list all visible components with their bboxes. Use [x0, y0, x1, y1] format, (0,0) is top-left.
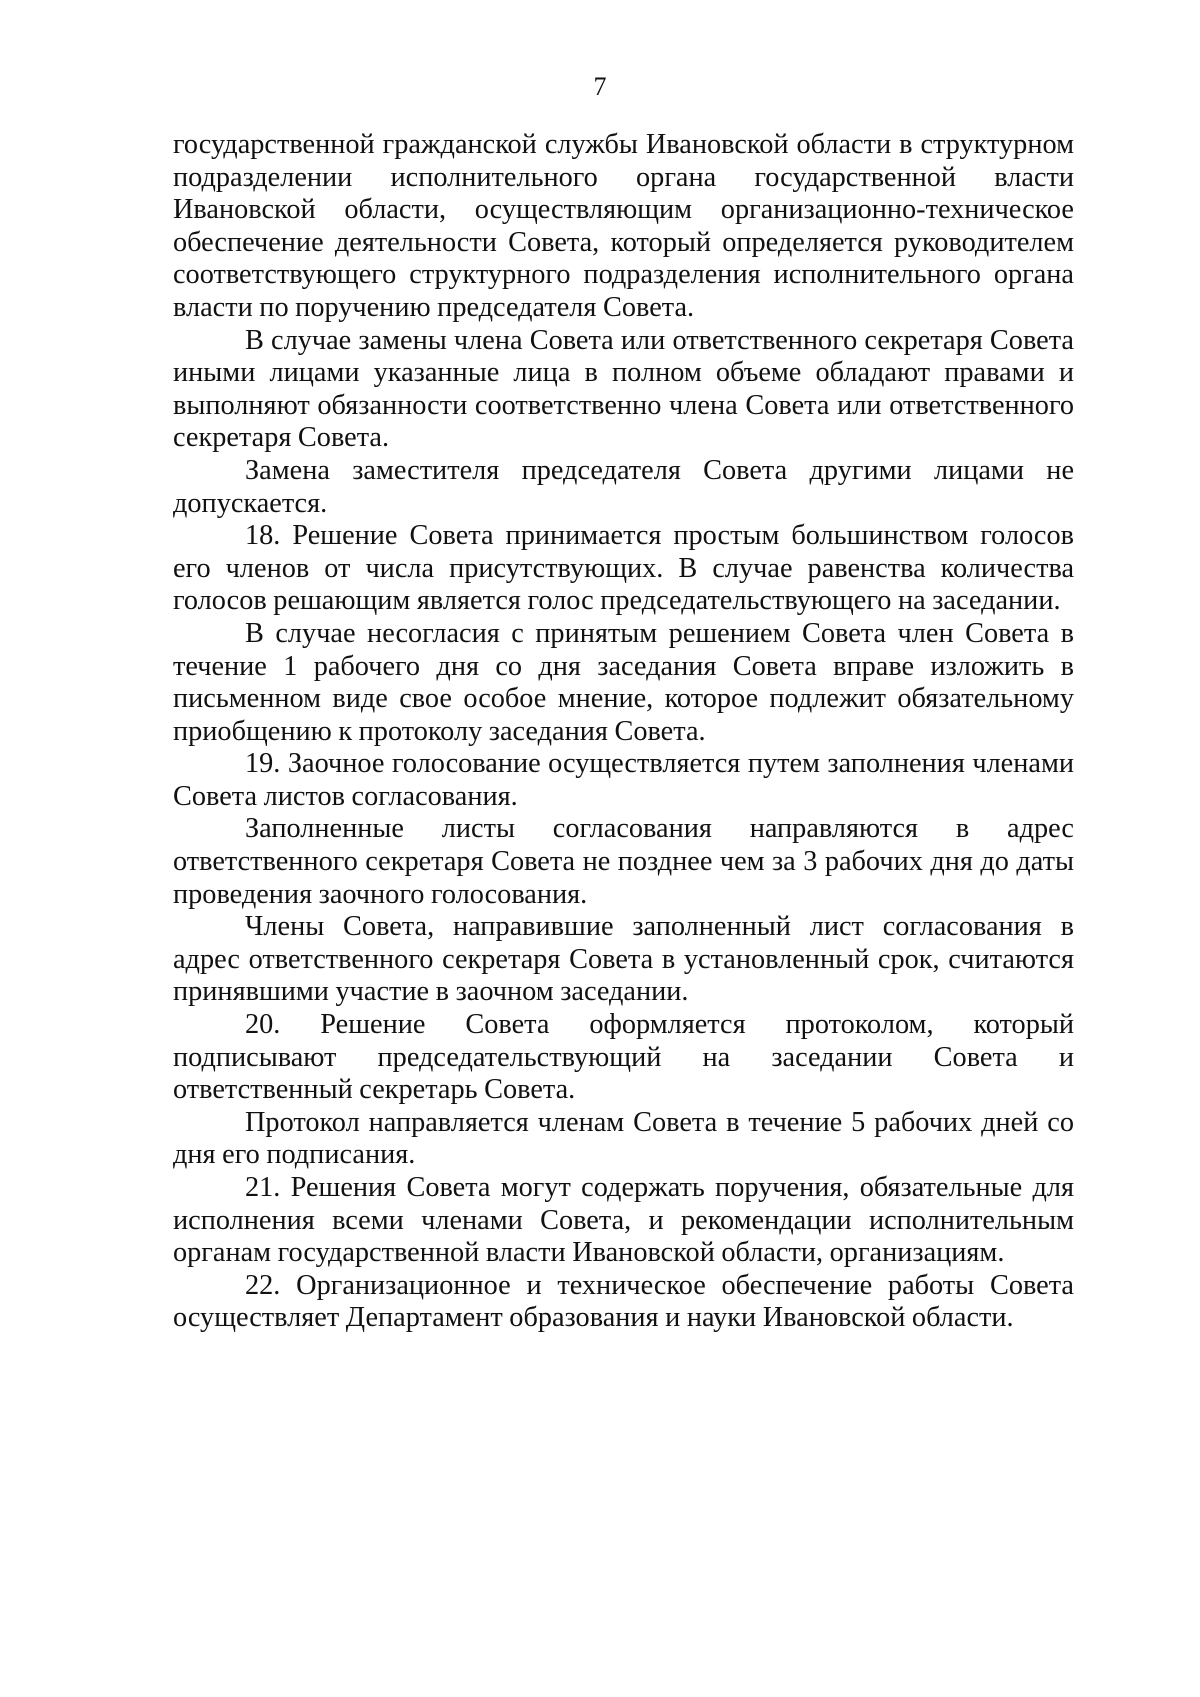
paragraph-item-18: 18. Решение Совета принимается простым большинством голосов его членов от числа присутствующих. В случае равенства количества голосов решающим является голос председательствующего на заседании. [173, 520, 1074, 617]
paragraph-protocol-distribution: Протокол направляется членам Совета в течение 5 рабочих дней со дня его подписания. [173, 1106, 1074, 1171]
paragraph-item-19: 19. Заочное голосование осуществляется путем заполнения членами Совета листов согласования. [173, 748, 1074, 812]
paragraph-approval-sheets: Заполненные листы согласования направляются в адрес ответственного секретаря Совета не позднее чем за 3 рабочих дня до даты проведения заочного голосования. [173, 813, 1074, 910]
paragraph-deputy-replacement: Замена заместителя председателя Совета другими лицами не допускается. [173, 454, 1074, 519]
paragraph-item-21: 21. Решения Совета могут содержать поручения, обязательные для исполнения всеми членами Совета, и рекомендации исполнительным органам государственной власти Ивановской области, организациям. [173, 1172, 1074, 1269]
paragraph-member-replacement: В случае замены члена Совета или ответственного секретаря Совета иными лицами указанные лица в полном объеме обладают правами и выполняют обязанности соответственно члена Совета или ответственного секретаря Совета. [173, 324, 1074, 454]
paragraph-item-20: 20. Решение Совета оформляется протоколом, который подписывают председательствующий на заседании Совета и ответственный секретарь Совета. [173, 1009, 1074, 1106]
document-body [173, 129, 1074, 1335]
paragraph-continuation: государственной гражданской службы Ивановской области в структурном подразделении исполнительного органа государственной власти Ивановской области, осуществляющим организационно-техническое обеспечение деятельности Совета, который определяется руководителем соответствующего структурного подразделения исполнительного органа власти по поручению председателя Совета. [173, 129, 1074, 323]
paragraph-dissent: В случае несогласия с принятым решением Совета член Совета в течение 1 рабочего дня со дня заседания Совета вправе изложить в письменном виде свое особое мнение, которое подлежит обязательному приобщению к протоколу заседания Совета. [173, 617, 1074, 747]
paragraph-participation: Члены Совета, направившие заполненный лист согласования в адрес ответственного секретаря Совета в установленный срок, считаются принявшими участие в заочном заседании. [173, 911, 1074, 1008]
page-number: 7 [593, 72, 607, 101]
paragraph-item-22: 22. Организационное и техническое обеспечение работы Совета осуществляет Департамент образования и науки Ивановской области. [173, 1269, 1074, 1334]
